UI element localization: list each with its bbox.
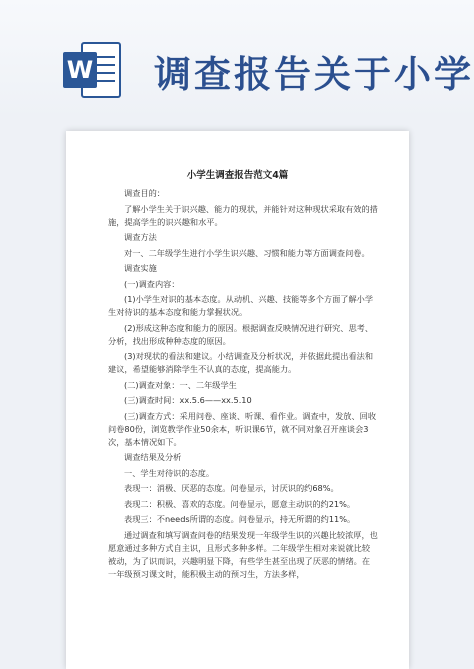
banner-title: 调查报告关于小学 [154, 53, 474, 96]
paragraph: 调查目的： [124, 188, 165, 198]
word-file-icon [63, 42, 123, 98]
paragraph: 对一、二年级学生进行小学生识兴趣、习惯和能力等方面调查问卷。 [124, 247, 370, 258]
document-body [108, 187, 378, 583]
paragraph: (一)调查内容： [124, 278, 180, 289]
paragraph: 调查实施 [124, 263, 157, 273]
paragraph: 调查方法 [124, 232, 157, 242]
paragraph: 通过调查和填写调查问卷的结果发现一年级学生识的兴趣比较浓厚，也愿意通过多种方式自主识，且形式多种多样。二年级学生相对来说就比较被动，为了识而识，兴趣明显下降，有些学生甚至出现了厌恶的情绪。在一年级预习课文时，能积极主动的预习生，方法多样， [108, 529, 378, 579]
paragraph: 一、学生对待识的态度。 [124, 467, 215, 478]
paragraph: (1)小学生对识的基本态度。从动机、兴趣、技能等多个方面了解小学生对待识的基本态度和能力掌握状况。 [108, 294, 374, 317]
paragraph: (三)调查方式：采用问卷、座谈、听课、看作业。调查中，发放、回收问卷80份，浏览教学作业50余本，听识课6节，就不同对象召开座谈会3次，基本情况如下。 [108, 410, 377, 447]
paragraph: 表现一：消极、厌恶的态度。问卷显示，讨厌识的约68%。 [124, 483, 339, 493]
paragraph: (二)调查对象：一、二年级学生 [124, 379, 237, 390]
banner [0, 0, 474, 118]
paragraph: (三)调查时间：xx.5.6——xx.5.10 [124, 395, 252, 405]
paragraph: 调查结果及分析 [124, 452, 182, 462]
word-logo-letter: W [63, 52, 97, 88]
paragraph: (2)形成这种态度和能力的原因。根据调查反映情况进行研究、思考、分析，找出形成种种态度的原因。 [108, 322, 374, 346]
paragraph: 表现二：积极、喜欢的态度。问卷显示，愿意主动识的约21%。 [124, 498, 356, 509]
paragraph: 表现三：不needs所谓的态度。问卷显示，持无所谓的约11%。 [124, 514, 356, 524]
document-title: 小学生调查报告范文4篇 [186, 170, 289, 181]
paragraph: 了解小学生关于识兴趣、能力的现状，并能针对这种现状采取有效的措施，提高学生的识兴趣和水平。 [108, 203, 378, 227]
document-page [66, 131, 409, 669]
paragraph: (3)对现状的看法和建议。小结调查及分析状况，并依据此提出看法和建议，希望能够消除学生不认真的态度，提高能力。 [108, 351, 374, 374]
